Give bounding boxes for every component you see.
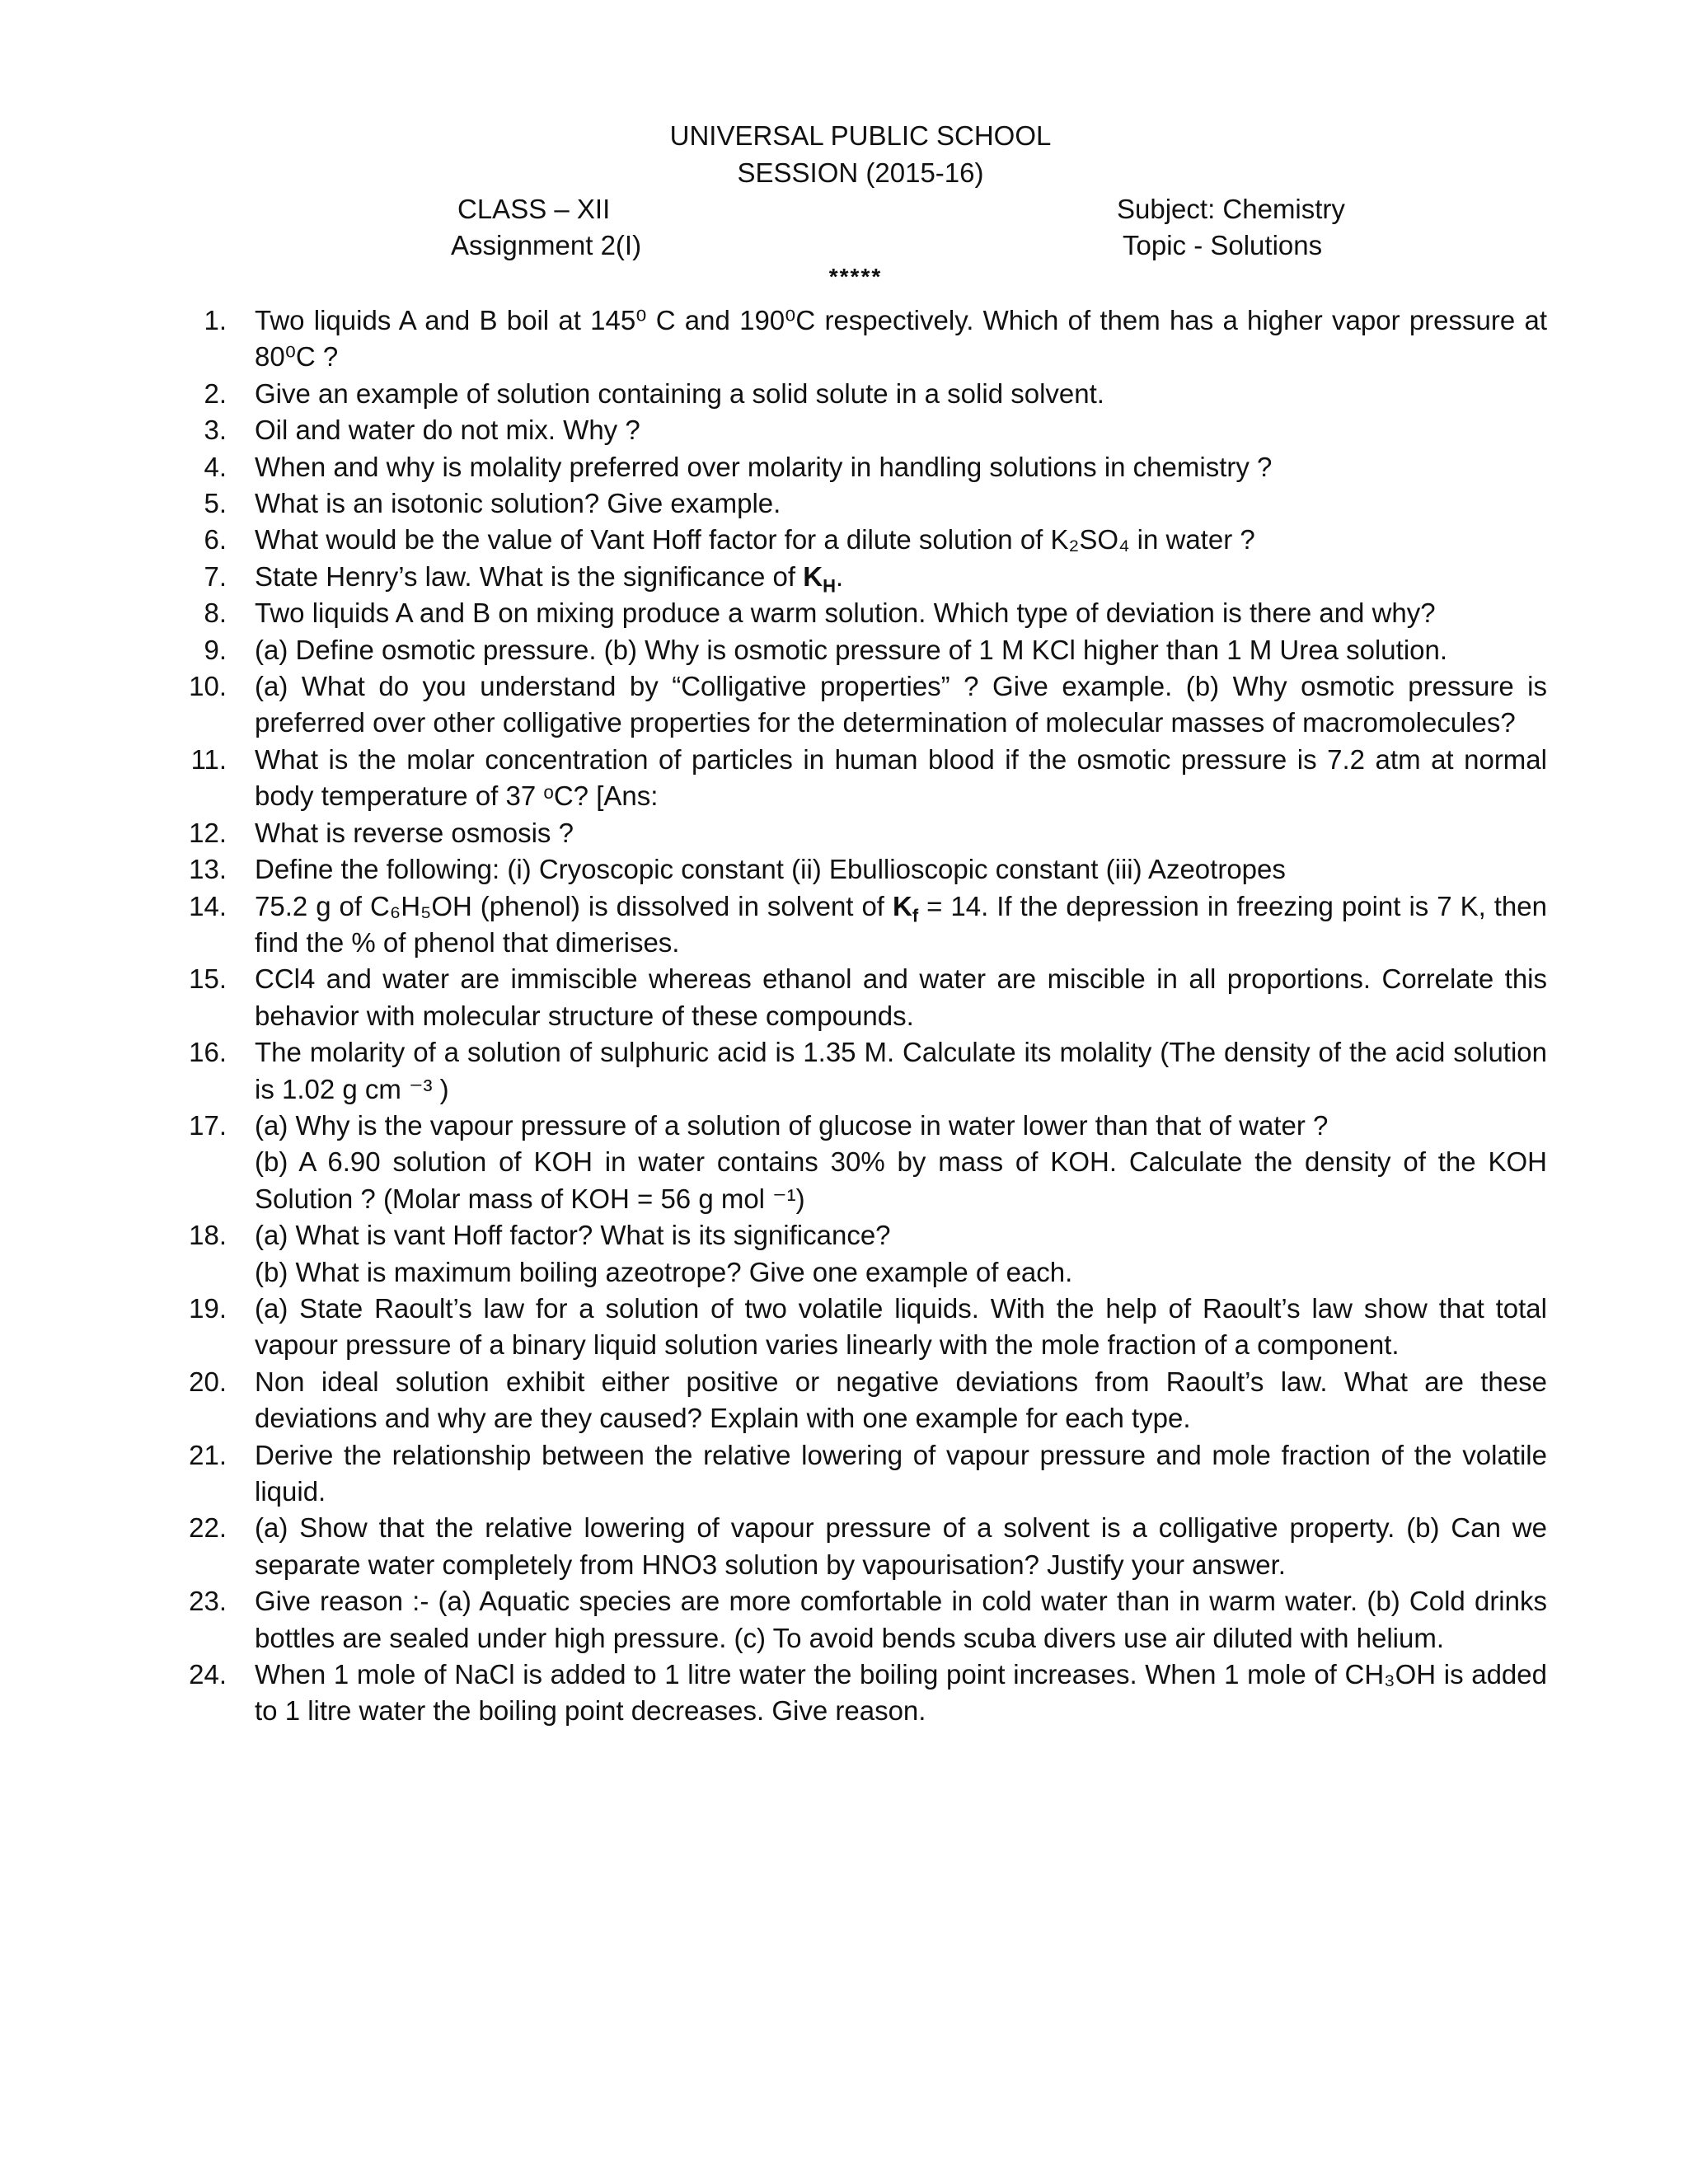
question-text: When and why is molality preferred over molarity in handling solutions in chemistry ? bbox=[255, 451, 1273, 482]
question-text: (a) What is vant Hoff factor? What is its significance? bbox=[255, 1220, 891, 1251]
question-item bbox=[0, 668, 1547, 742]
question-number: 18. bbox=[189, 1220, 227, 1251]
session-label: SESSION (2015-16) bbox=[737, 157, 984, 188]
question-number: 6. bbox=[204, 524, 227, 555]
question-item bbox=[0, 632, 1547, 668]
question-item bbox=[0, 815, 1547, 851]
question-item bbox=[0, 1108, 1547, 1217]
question-text: What would be the value of Vant Hoff factor for a dilute solution of K₂SO₄ in water ? bbox=[255, 524, 1255, 555]
question-number: 10. bbox=[189, 671, 227, 702]
question-text: Define the following: (i) Cryoscopic constant (ii) Ebullioscopic constant (iii) Azeotropes bbox=[255, 854, 1286, 885]
question-text: (a) Show that the relative lowering of vapour pressure of a solvent is a colligative property. (b) Can we separate water completely from HNO3 solution by vapourisation? Justify your answer. bbox=[255, 1512, 1547, 1580]
question-item bbox=[0, 742, 1547, 815]
question-item bbox=[0, 522, 1547, 558]
question-number: 16. bbox=[189, 1037, 227, 1068]
question-number: 8. bbox=[204, 598, 227, 629]
question-text: CCl4 and water are immiscible whereas ethanol and water are miscible in all proportions. Correlate this behavior with molecular structure of these compounds. bbox=[255, 963, 1547, 1031]
question-subpart-text: (b) What is maximum boiling azeotrope? Give one example of each. bbox=[255, 1256, 1073, 1287]
question-text: (a) State Raoult’s law for a solution of two volatile liquids. With the help of Raoult’s law show that total vapour pressure of a binary liquid solution varies linearly with the mole fraction of a component. bbox=[255, 1292, 1547, 1361]
question-text: Two liquids A and B boil at 145⁰ C and 190⁰C respectively. Which of them has a higher vapor pressure at 80⁰C ? bbox=[255, 305, 1547, 373]
question-number: 19. bbox=[189, 1292, 227, 1324]
topic-label: Topic - Solutions bbox=[1123, 230, 1323, 260]
question-number: 13. bbox=[189, 854, 227, 885]
question-text: (a) What do you understand by “Colligative properties” ? Give example. (b) Why osmotic pressure is preferred over other colligative properties for the determination of molecular masses of macromolecules? bbox=[255, 671, 1547, 738]
question-item bbox=[0, 1364, 1547, 1437]
question-number: 24. bbox=[189, 1659, 227, 1690]
question-number: 21. bbox=[189, 1439, 227, 1470]
question-number: 4. bbox=[204, 451, 227, 482]
question-subpart-text: (b) A 6.90 solution of KOH in water contains 30% by mass of KOH. Calculate the density of the KOH Solution ? (Molar mass of KOH = 56 g mol ⁻¹) bbox=[255, 1146, 1547, 1214]
question-text: (a) Why is the vapour pressure of a solution of glucose in water lower than that of water ? bbox=[255, 1109, 1329, 1141]
question-text: (a) Define osmotic pressure. (b) Why is osmotic pressure of 1 M KCl higher than 1 M Urea solution. bbox=[255, 634, 1448, 665]
question-text: 75.2 g of C₆H₅OH (phenol) is dissolved in solvent of $K_f = 14$. If the depression in freezing point is 7 K, then find the % of phenol that dimerises. bbox=[255, 890, 1547, 958]
question-number: 2. bbox=[204, 377, 227, 409]
question-item bbox=[0, 1510, 1547, 1583]
question-text: Give an example of solution containing a solid solute in a solid solvent. bbox=[255, 377, 1104, 409]
question-item bbox=[0, 559, 1547, 595]
question-number: 9. bbox=[204, 634, 227, 665]
question-item bbox=[0, 851, 1547, 888]
question-number: 17. bbox=[189, 1109, 227, 1141]
assignment-label: Assignment 2(I) bbox=[451, 230, 642, 260]
question-number: 22. bbox=[189, 1512, 227, 1544]
question-item bbox=[0, 412, 1547, 448]
question-text: What is an isotonic solution? Give example. bbox=[255, 488, 781, 519]
separator-stars: ***** bbox=[828, 264, 883, 289]
question-item bbox=[0, 1034, 1547, 1108]
class-label: CLASS – XII bbox=[457, 194, 611, 224]
question-item bbox=[0, 1437, 1547, 1511]
question-number: 3. bbox=[204, 415, 227, 446]
question-text: Derive the relationship between the relative lowering of vapour pressure and mole fraction of the volatile liquid. bbox=[255, 1439, 1547, 1507]
question-text: What is reverse osmosis ? bbox=[255, 817, 574, 848]
question-item bbox=[0, 888, 1547, 962]
question-item bbox=[0, 449, 1547, 485]
question-item bbox=[0, 1217, 1547, 1291]
question-text: Non ideal solution exhibit either positive or negative deviations from Raoult’s law. What are these deviations and why are they caused? Explain with one example for each type. bbox=[255, 1366, 1547, 1434]
question-item bbox=[0, 1657, 1547, 1730]
school-name: UNIVERSAL PUBLIC SCHOOL bbox=[669, 120, 1052, 151]
question-text: Two liquids A and B on mixing produce a warm solution. Which type of deviation is there and why? bbox=[255, 598, 1436, 629]
question-number: 15. bbox=[189, 963, 227, 995]
question-text: Oil and water do not mix. Why ? bbox=[255, 415, 640, 446]
question-item bbox=[0, 302, 1547, 376]
question-number: 1. bbox=[204, 305, 227, 335]
question-item bbox=[0, 961, 1547, 1034]
question-item bbox=[0, 376, 1547, 412]
question-number: 5. bbox=[204, 488, 227, 519]
question-text: Give reason :- (a) Aquatic species are more comfortable in cold water than in warm water. (b) Cold drinks bottles are sealed under high pressure. (c) To avoid bends scuba divers use air diluted with helium. bbox=[255, 1586, 1547, 1653]
question-number: 7. bbox=[204, 560, 227, 592]
question-text: When 1 mole of NaCl is added to 1 litre water the boiling point increases. When 1 mole of CH₃OH is added to 1 litre water the boiling point decreases. Give reason. bbox=[255, 1659, 1547, 1727]
question-text: The molarity of a solution of sulphuric acid is 1.35 M. Calculate its molality (The density of the acid solution is 1.02 g cm ⁻³ ) bbox=[255, 1037, 1547, 1104]
question-item bbox=[0, 1583, 1547, 1657]
subject-label: Subject: Chemistry bbox=[1117, 194, 1345, 224]
question-number: 14. bbox=[189, 890, 227, 921]
question-number: 11. bbox=[190, 743, 227, 775]
question-item bbox=[0, 1291, 1547, 1364]
question-list bbox=[0, 302, 1688, 1730]
question-text: State Henry’s law. What is the significance of $K_H$. bbox=[255, 560, 844, 597]
question-number: 23. bbox=[189, 1586, 227, 1617]
question-number: 12. bbox=[189, 817, 227, 848]
question-number: 20. bbox=[189, 1366, 227, 1397]
question-item bbox=[0, 595, 1547, 631]
question-item bbox=[0, 485, 1547, 522]
question-text: What is the molar concentration of particles in human blood if the osmotic pressure is 7.2 atm at normal body temperature of 37 ᵒC? [Ans: bbox=[255, 743, 1547, 812]
